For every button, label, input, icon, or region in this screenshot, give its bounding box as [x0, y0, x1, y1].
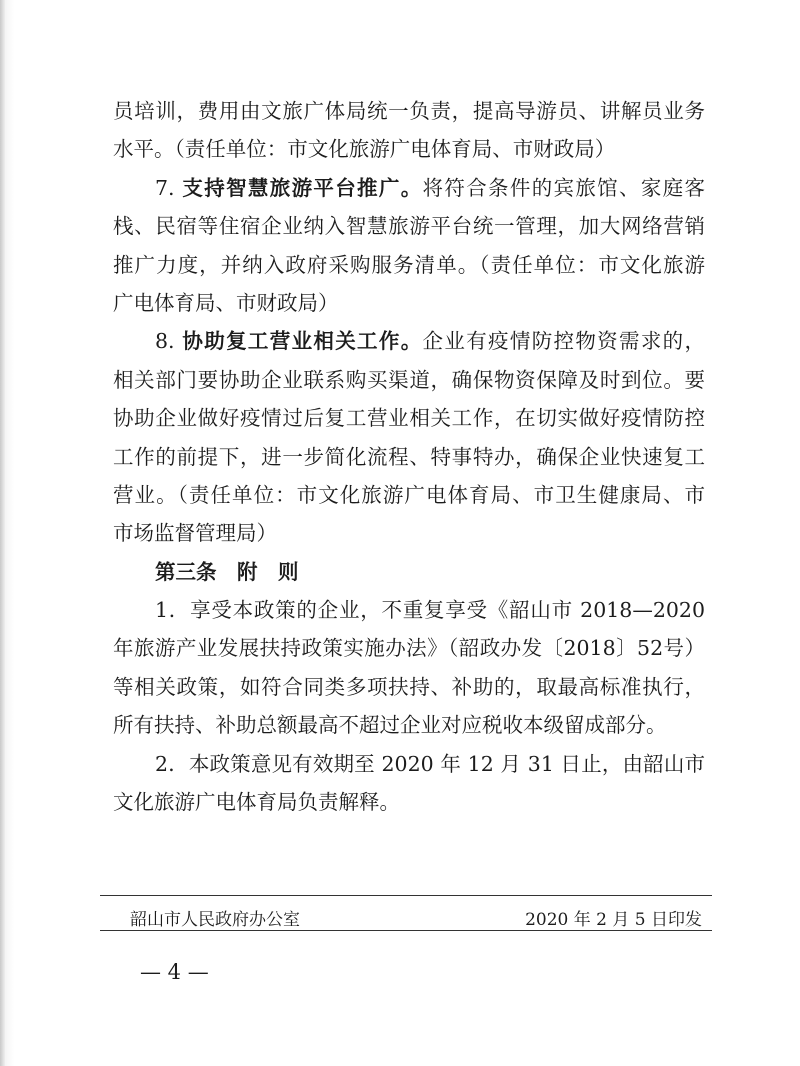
footer-bottom-rule: [100, 930, 712, 931]
footer-date: 2020 年 2 月 5 日印发: [525, 910, 702, 930]
item-7-first-line: [113, 169, 705, 207]
text-line: 水平。（责任单位：市文化旅游广电体育局、市财政局）: [113, 137, 616, 162]
item-8-heading: 协助复工营业相关工作。: [182, 329, 423, 354]
text-line: 2．本政策意见有效期至 2020 年 12 月 31 日止，由韶山市: [155, 751, 705, 776]
article-3-title: 第三条 附 则: [155, 559, 299, 584]
page-edge-shadow: [0, 0, 5, 1066]
page-number: — 4 —: [140, 960, 209, 984]
text-line: 所有扶持、补助总额最高不超过企业对应税收本级留成部分。: [113, 713, 667, 738]
footer-top-rule: [100, 895, 712, 896]
text-line: 营业。（责任单位：市文化旅游广电体育局、市卫生健康局、市: [113, 482, 705, 507]
item-7-text: 将符合条件的宾旅馆、家庭客: [422, 175, 705, 200]
text-line: 等相关政策，如符合同类多项扶持、补助的，取最高标准执行，: [113, 674, 705, 699]
text-line: 工作的前提下，进一步简化流程、特事特办，确保企业快速复工: [113, 444, 705, 469]
text-line: 年旅游产业发展扶持政策实施办法》（韶政办发〔2018〕52号）: [113, 636, 705, 661]
text-line: 协助企业做好疫情过后复工营业相关工作，在切实做好疫情防控: [113, 406, 705, 431]
item-8-text: 企业有疫情防控物资需求的，: [422, 329, 705, 354]
text-line: 员培训，费用由文旅广体局统一负责，提高导游员、讲解员业务: [113, 99, 705, 123]
item-8-first-line: [113, 322, 705, 360]
item-8-number: 8.: [155, 329, 175, 354]
item-7-heading: 支持智慧旅游平台推广。: [182, 175, 423, 200]
footer-issuer: 韶山市人民政府办公室: [130, 910, 300, 930]
document-body: [113, 92, 705, 821]
footer-imprint: [130, 905, 702, 930]
text-line: 广电体育局、市财政局）: [113, 290, 339, 315]
text-line: 推广力度，并纳入政府采购服务清单。（责任单位：市文化旅游: [113, 252, 705, 277]
text-line: 栈、民宿等住宿企业纳入智慧旅游平台统一管理，加大网络营销: [113, 214, 705, 239]
text-line: 文化旅游广电体育局负责解释。: [113, 790, 400, 815]
text-line: 相关部门要协助企业联系购买渠道，确保物资保障及时到位。要: [113, 367, 705, 392]
text-line: 1．享受本政策的企业，不重复享受《韶山市 2018—2020: [155, 598, 705, 623]
text-line: 市场监督管理局）: [113, 521, 277, 546]
item-7-number: 7.: [155, 175, 175, 200]
